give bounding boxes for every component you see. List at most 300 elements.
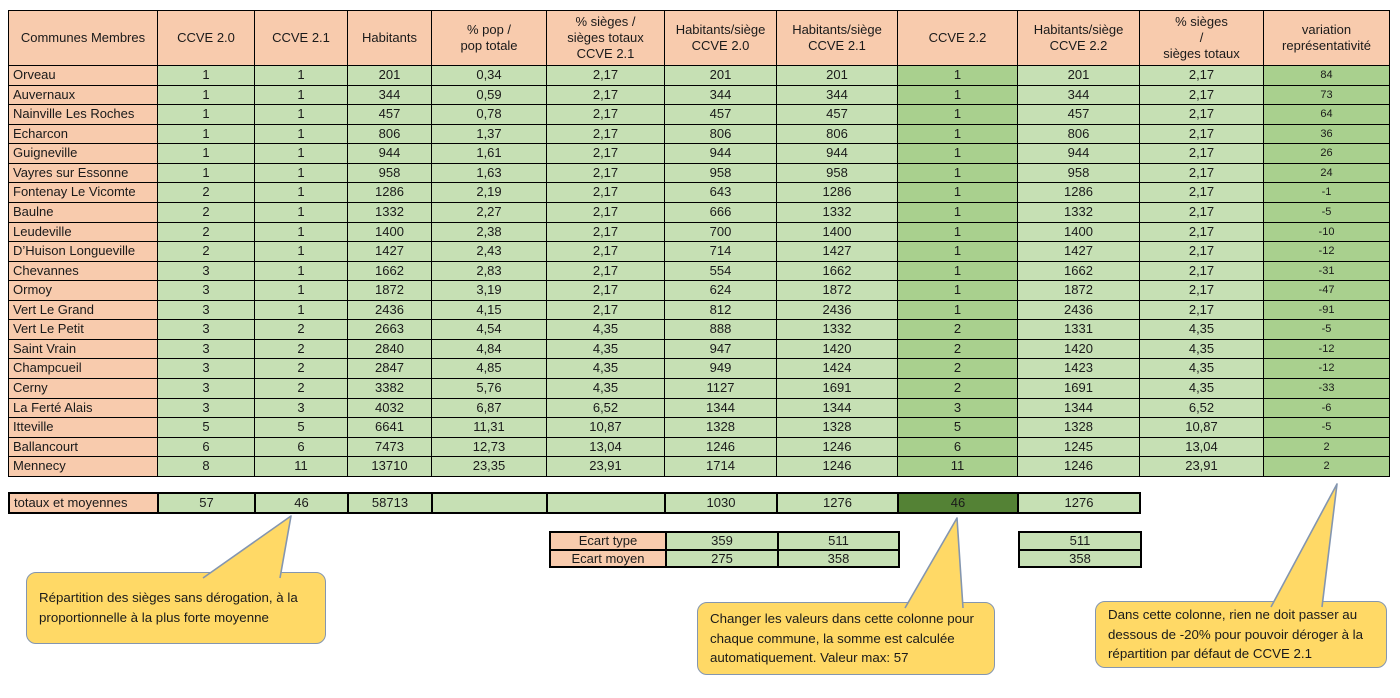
cell[interactable]: 11 (898, 457, 1018, 477)
cell[interactable]: 1400 (348, 222, 432, 242)
cell[interactable]: 4,84 (432, 339, 547, 359)
table-row (9, 437, 1390, 457)
cell[interactable]: 666 (665, 202, 777, 222)
cell[interactable]: 6,52 (547, 398, 665, 418)
cell[interactable]: 944 (1018, 144, 1140, 164)
cell[interactable]: 1 (898, 163, 1018, 183)
cell[interactable]: 84 (1264, 66, 1390, 86)
cell[interactable]: 4,35 (547, 379, 665, 399)
cell[interactable]: 344 (348, 85, 432, 105)
cell-commune[interactable]: Ballancourt (9, 437, 158, 457)
cell[interactable]: 4,35 (547, 359, 665, 379)
table-row (9, 183, 1390, 203)
cell[interactable]: 2,43 (432, 242, 547, 262)
cell[interactable]: 2 (255, 359, 348, 379)
cell[interactable]: 2,17 (1140, 183, 1264, 203)
cell[interactable]: 1662 (348, 261, 432, 281)
cell[interactable]: 2,19 (432, 183, 547, 203)
cell[interactable]: 1 (255, 261, 348, 281)
table-row (9, 457, 1390, 477)
cell[interactable]: 2,17 (547, 66, 665, 86)
totals-habitants[interactable]: 58713 (348, 493, 432, 513)
cell[interactable]: 1 (255, 124, 348, 144)
ecart-type-label: Ecart type (550, 532, 666, 550)
cell[interactable]: 4,35 (1140, 320, 1264, 340)
table-row (9, 144, 1390, 164)
cell[interactable]: -31 (1264, 261, 1390, 281)
cell[interactable]: 3 (158, 339, 255, 359)
cell[interactable]: 958 (1018, 163, 1140, 183)
cell[interactable]: 1424 (777, 359, 898, 379)
callout-changer-valeurs-text: Changer les valeurs dans cette colonne pour chaque commune, la somme est calculée automatiquement. Valeur max: 57 (710, 610, 974, 666)
cell[interactable]: 5 (898, 418, 1018, 438)
cell[interactable]: 10,87 (547, 418, 665, 438)
cell[interactable]: 2,17 (547, 124, 665, 144)
callout-derogation (1095, 601, 1387, 668)
ecart-type-ccve20[interactable]: 359 (666, 532, 778, 550)
cell[interactable]: 1 (255, 183, 348, 203)
column-header-7[interactable]: Habitants/siège CCVE 2.1 (777, 11, 898, 66)
cell[interactable]: 2 (898, 379, 1018, 399)
cell[interactable]: 1328 (665, 418, 777, 438)
cell[interactable]: 944 (665, 144, 777, 164)
cell[interactable]: 812 (665, 300, 777, 320)
cell[interactable]: 1246 (665, 437, 777, 457)
cell[interactable]: 806 (1018, 124, 1140, 144)
column-header-8[interactable]: CCVE 2.2 (898, 11, 1018, 66)
cell[interactable]: 3 (158, 300, 255, 320)
cell[interactable]: 457 (1018, 105, 1140, 125)
cell[interactable]: 23,91 (547, 457, 665, 477)
cell-commune[interactable]: Vayres sur Essonne (9, 163, 158, 183)
cell[interactable]: 1332 (777, 202, 898, 222)
column-header-1[interactable]: CCVE 2.0 (158, 11, 255, 66)
column-header-0[interactable]: Communes Membres (9, 11, 158, 66)
cell[interactable]: 1 (255, 85, 348, 105)
table-row (9, 242, 1390, 262)
cell[interactable]: 2,17 (1140, 281, 1264, 301)
ecart-moyen-ccve21[interactable]: 358 (778, 550, 899, 568)
cell[interactable]: 1 (255, 163, 348, 183)
cell[interactable]: 1714 (665, 457, 777, 477)
cell[interactable]: 5 (158, 418, 255, 438)
cell[interactable]: 2,17 (547, 261, 665, 281)
cell[interactable]: 1332 (1018, 202, 1140, 222)
cell-commune[interactable]: Leudeville (9, 222, 158, 242)
cell[interactable]: 0,59 (432, 85, 547, 105)
cell[interactable]: 6 (255, 437, 348, 457)
totals-ccve21[interactable]: 46 (255, 493, 348, 513)
cell[interactable]: 949 (665, 359, 777, 379)
cell[interactable]: -12 (1264, 359, 1390, 379)
cell[interactable]: 2,17 (1140, 163, 1264, 183)
cell[interactable]: 73 (1264, 85, 1390, 105)
cell-commune[interactable]: Baulne (9, 202, 158, 222)
table-row (9, 261, 1390, 281)
cell[interactable]: 643 (665, 183, 777, 203)
cell[interactable]: 1 (898, 144, 1018, 164)
cell[interactable]: 3,19 (432, 281, 547, 301)
cell[interactable]: 8 (158, 457, 255, 477)
cell[interactable]: 1 (898, 124, 1018, 144)
ecart-moyen-ccve22[interactable]: 358 (1019, 550, 1141, 568)
cell[interactable]: 2 (255, 320, 348, 340)
cell[interactable]: 11 (255, 457, 348, 477)
cell[interactable]: 1 (255, 222, 348, 242)
cell[interactable]: 1 (255, 105, 348, 125)
cell[interactable]: 26 (1264, 144, 1390, 164)
cell[interactable]: 1 (255, 66, 348, 86)
cell[interactable]: 4,85 (432, 359, 547, 379)
cell[interactable]: 2847 (348, 359, 432, 379)
cell[interactable]: 2,17 (547, 183, 665, 203)
cell[interactable]: 2,17 (1140, 242, 1264, 262)
cell[interactable]: 1286 (1018, 183, 1140, 203)
cell[interactable]: 1286 (777, 183, 898, 203)
cell[interactable]: 2,38 (432, 222, 547, 242)
cell[interactable]: 13,04 (547, 437, 665, 457)
cell[interactable]: 1427 (777, 242, 898, 262)
cell[interactable]: 2 (158, 242, 255, 262)
cell-commune[interactable]: Echarcon (9, 124, 158, 144)
cell[interactable]: 2,17 (1140, 202, 1264, 222)
cell[interactable]: 1246 (777, 437, 898, 457)
cell[interactable]: 888 (665, 320, 777, 340)
cell[interactable]: 2 (255, 339, 348, 359)
cell[interactable]: 1246 (777, 457, 898, 477)
column-header-6[interactable]: Habitants/siège CCVE 2.0 (665, 11, 777, 66)
cell[interactable]: 1662 (1018, 261, 1140, 281)
cell[interactable]: 1 (898, 242, 1018, 262)
cell[interactable]: 4,54 (432, 320, 547, 340)
cell[interactable]: 1 (898, 66, 1018, 86)
cell[interactable]: 23,91 (1140, 457, 1264, 477)
cell[interactable]: 1 (898, 183, 1018, 203)
cell-commune[interactable]: Itteville (9, 418, 158, 438)
cell[interactable]: 2 (898, 359, 1018, 379)
cell[interactable]: 2,17 (547, 163, 665, 183)
totals-pct-pop[interactable] (432, 493, 547, 513)
cell[interactable]: 1328 (1018, 418, 1140, 438)
callout-tail-repartition (203, 516, 291, 578)
cell[interactable]: 2,17 (1140, 105, 1264, 125)
cell[interactable]: 2,17 (1140, 124, 1264, 144)
cell[interactable]: 3 (158, 320, 255, 340)
cell[interactable]: 4,35 (547, 339, 665, 359)
cell[interactable]: 3 (255, 398, 348, 418)
cell[interactable]: 1 (255, 300, 348, 320)
cell[interactable]: 36 (1264, 124, 1390, 144)
cell[interactable]: 457 (777, 105, 898, 125)
cell[interactable]: 1 (255, 242, 348, 262)
cell[interactable]: 4,35 (547, 320, 665, 340)
cell[interactable]: 1,37 (432, 124, 547, 144)
cell[interactable]: 3 (158, 398, 255, 418)
cell[interactable]: 624 (665, 281, 777, 301)
cell[interactable]: 6 (158, 437, 255, 457)
cell[interactable]: 1,63 (432, 163, 547, 183)
cell[interactable]: 2840 (348, 339, 432, 359)
cell[interactable]: 4032 (348, 398, 432, 418)
cell[interactable]: 1 (898, 300, 1018, 320)
cell[interactable]: 64 (1264, 105, 1390, 125)
table-row (9, 124, 1390, 144)
cell-commune[interactable]: Ormoy (9, 281, 158, 301)
cell[interactable]: 7473 (348, 437, 432, 457)
cell[interactable]: 1420 (1018, 339, 1140, 359)
cell[interactable]: 1286 (348, 183, 432, 203)
cell[interactable]: 1400 (777, 222, 898, 242)
cell[interactable]: 1427 (348, 242, 432, 262)
cell[interactable]: -5 (1264, 202, 1390, 222)
table-row (9, 379, 1390, 399)
cell[interactable]: 6 (898, 437, 1018, 457)
cell[interactable]: 2,17 (1140, 144, 1264, 164)
table-row (9, 359, 1390, 379)
column-header-9[interactable]: Habitants/siège CCVE 2.2 (1018, 11, 1140, 66)
cell[interactable]: 806 (777, 124, 898, 144)
totals-ccve22-highlight[interactable]: 46 (898, 493, 1018, 513)
cell[interactable]: 2,17 (1140, 261, 1264, 281)
cell[interactable]: 2 (1264, 437, 1390, 457)
cell-commune[interactable]: Chevannes (9, 261, 158, 281)
cell[interactable]: 958 (777, 163, 898, 183)
cell[interactable]: 1 (158, 66, 255, 86)
cell[interactable]: 3382 (348, 379, 432, 399)
cell[interactable]: 24 (1264, 163, 1390, 183)
cell[interactable]: 958 (665, 163, 777, 183)
cell[interactable]: 2 (158, 222, 255, 242)
cell[interactable]: -47 (1264, 281, 1390, 301)
cell[interactable]: 3 (158, 359, 255, 379)
table-row (9, 222, 1390, 242)
cell[interactable]: 1 (898, 202, 1018, 222)
cell[interactable]: 2 (158, 202, 255, 222)
cell-commune[interactable]: Saint Vrain (9, 339, 158, 359)
cell[interactable]: 2436 (348, 300, 432, 320)
cell[interactable]: 2,17 (547, 300, 665, 320)
cell[interactable]: 2,17 (1140, 66, 1264, 86)
cell[interactable]: 3 (158, 261, 255, 281)
cell[interactable]: 10,87 (1140, 418, 1264, 438)
cell[interactable]: 1420 (777, 339, 898, 359)
cell[interactable]: 1400 (1018, 222, 1140, 242)
cell[interactable]: 2,17 (1140, 300, 1264, 320)
cell[interactable]: 806 (348, 124, 432, 144)
column-header-3[interactable]: Habitants (348, 11, 432, 66)
ecart-type-ccve21[interactable]: 511 (778, 532, 899, 550)
cell[interactable]: 1 (898, 222, 1018, 242)
cell[interactable]: 2,17 (547, 281, 665, 301)
cell[interactable]: -1 (1264, 183, 1390, 203)
cell[interactable]: 457 (348, 105, 432, 125)
cell[interactable]: 2,17 (547, 202, 665, 222)
cell[interactable]: 6,52 (1140, 398, 1264, 418)
cell[interactable]: 1344 (1018, 398, 1140, 418)
cell[interactable]: 1331 (1018, 320, 1140, 340)
cell[interactable]: 2,17 (547, 144, 665, 164)
cell[interactable]: 1 (255, 144, 348, 164)
cell-commune[interactable]: Mennecy (9, 457, 158, 477)
cell[interactable]: 2 (158, 183, 255, 203)
cell[interactable]: 457 (665, 105, 777, 125)
cell[interactable]: 2,17 (547, 242, 665, 262)
cell[interactable]: 1 (898, 105, 1018, 125)
cell[interactable]: 2 (898, 320, 1018, 340)
cell[interactable]: 3 (158, 379, 255, 399)
totals-ccve20[interactable]: 57 (158, 493, 255, 513)
cell[interactable]: 5 (255, 418, 348, 438)
column-header-11[interactable]: variation représentativité (1264, 11, 1390, 66)
ecart-moyen-label: Ecart moyen (550, 550, 666, 568)
cell[interactable]: 201 (348, 66, 432, 86)
cell[interactable]: 1 (158, 105, 255, 125)
cell[interactable]: 700 (665, 222, 777, 242)
totals-hab-siege-ccve20[interactable]: 1030 (665, 493, 777, 513)
cell[interactable]: 1 (158, 124, 255, 144)
cell[interactable]: 1691 (1018, 379, 1140, 399)
totals-hab-siege-ccve22[interactable]: 1276 (1018, 493, 1140, 513)
cell[interactable]: 0,34 (432, 66, 547, 86)
cell-commune[interactable]: D’Huison Longueville (9, 242, 158, 262)
cell[interactable]: 1328 (777, 418, 898, 438)
cell[interactable]: 714 (665, 242, 777, 262)
table-row (9, 339, 1390, 359)
totals-hab-siege-ccve21[interactable]: 1276 (777, 493, 898, 513)
cell[interactable]: 3 (158, 281, 255, 301)
cell[interactable]: 201 (665, 66, 777, 86)
cell[interactable]: 6,87 (432, 398, 547, 418)
cell[interactable]: 1 (898, 261, 1018, 281)
cell[interactable]: 1,61 (432, 144, 547, 164)
cell[interactable]: 2,17 (1140, 85, 1264, 105)
cell[interactable]: -5 (1264, 320, 1390, 340)
totals-pct-sieges-ccve21[interactable] (547, 493, 665, 513)
cell[interactable]: 944 (777, 144, 898, 164)
cell[interactable]: 344 (777, 85, 898, 105)
cell[interactable]: -12 (1264, 339, 1390, 359)
cell-commune[interactable]: Cerny (9, 379, 158, 399)
cell[interactable]: 2,83 (432, 261, 547, 281)
cell-commune[interactable]: Vert Le Petit (9, 320, 158, 340)
cell[interactable]: 2,17 (547, 85, 665, 105)
cell[interactable]: 1 (898, 281, 1018, 301)
cell[interactable]: -5 (1264, 418, 1390, 438)
cell[interactable]: -12 (1264, 242, 1390, 262)
cell-commune[interactable]: Guigneville (9, 144, 158, 164)
cell[interactable]: 2663 (348, 320, 432, 340)
cell[interactable]: 1423 (1018, 359, 1140, 379)
cell-commune[interactable]: Vert Le Grand (9, 300, 158, 320)
cell[interactable]: 201 (777, 66, 898, 86)
cell[interactable]: 2436 (777, 300, 898, 320)
cell[interactable]: 344 (1018, 85, 1140, 105)
cell[interactable]: 13,04 (1140, 437, 1264, 457)
cell[interactable]: 23,35 (432, 457, 547, 477)
cell[interactable]: 947 (665, 339, 777, 359)
cell[interactable]: 4,15 (432, 300, 547, 320)
cell[interactable]: 1127 (665, 379, 777, 399)
ecart-table (549, 531, 900, 568)
cell[interactable]: 1 (255, 202, 348, 222)
ecart-moyen-ccve20[interactable]: 275 (666, 550, 778, 568)
cell[interactable]: 1246 (1018, 457, 1140, 477)
column-header-4[interactable]: % pop / pop totale (432, 11, 547, 66)
cell[interactable]: 1 (255, 281, 348, 301)
cell[interactable]: 1 (158, 144, 255, 164)
cell[interactable]: 344 (665, 85, 777, 105)
cell[interactable]: 1872 (348, 281, 432, 301)
cell[interactable]: 2436 (1018, 300, 1140, 320)
communes-table (8, 10, 1390, 477)
cell[interactable]: 2,17 (547, 105, 665, 125)
cell[interactable]: 6641 (348, 418, 432, 438)
cell[interactable]: 2,17 (547, 222, 665, 242)
cell[interactable]: 1691 (777, 379, 898, 399)
cell[interactable]: 3 (898, 398, 1018, 418)
cell[interactable]: 554 (665, 261, 777, 281)
cell[interactable]: 2,17 (1140, 222, 1264, 242)
cell-commune[interactable]: Fontenay Le Vicomte (9, 183, 158, 203)
cell-commune[interactable]: Orveau (9, 66, 158, 86)
cell[interactable]: 1662 (777, 261, 898, 281)
cell[interactable]: 1 (158, 85, 255, 105)
cell[interactable]: 1344 (665, 398, 777, 418)
cell[interactable]: 4,35 (1140, 339, 1264, 359)
cell[interactable]: 2 (898, 339, 1018, 359)
cell[interactable]: 5,76 (432, 379, 547, 399)
cell[interactable]: 1332 (348, 202, 432, 222)
cell[interactable]: 1332 (777, 320, 898, 340)
cell[interactable]: 0,78 (432, 105, 547, 125)
table-row (9, 281, 1390, 301)
table-row (9, 300, 1390, 320)
cell[interactable]: 1872 (777, 281, 898, 301)
totals-row (8, 492, 1141, 514)
cell[interactable]: 1872 (1018, 281, 1140, 301)
cell[interactable]: 1344 (777, 398, 898, 418)
cell[interactable]: 1245 (1018, 437, 1140, 457)
cell[interactable]: 1 (898, 85, 1018, 105)
cell-commune[interactable]: Champcueil (9, 359, 158, 379)
cell[interactable]: 1427 (1018, 242, 1140, 262)
cell[interactable]: -91 (1264, 300, 1390, 320)
cell[interactable]: 944 (348, 144, 432, 164)
cell[interactable]: 13710 (348, 457, 432, 477)
ecart-type-ccve22[interactable]: 511 (1019, 532, 1141, 550)
cell-commune[interactable]: Auvernaux (9, 85, 158, 105)
column-header-5[interactable]: % sièges / sièges totaux CCVE 2.1 (547, 11, 665, 66)
cell-commune[interactable]: La Ferté Alais (9, 398, 158, 418)
cell[interactable]: 1 (158, 163, 255, 183)
cell[interactable]: 12,73 (432, 437, 547, 457)
cell[interactable]: -10 (1264, 222, 1390, 242)
cell[interactable]: 2,27 (432, 202, 547, 222)
cell[interactable]: -6 (1264, 398, 1390, 418)
cell[interactable]: 4,35 (1140, 379, 1264, 399)
cell[interactable]: 4,35 (1140, 359, 1264, 379)
cell[interactable]: 201 (1018, 66, 1140, 86)
cell[interactable]: 11,31 (432, 418, 547, 438)
cell[interactable]: -33 (1264, 379, 1390, 399)
cell[interactable]: 958 (348, 163, 432, 183)
column-header-2[interactable]: CCVE 2.1 (255, 11, 348, 66)
cell[interactable]: 2 (255, 379, 348, 399)
cell[interactable]: 806 (665, 124, 777, 144)
column-header-10[interactable]: % sièges / sièges totaux (1140, 11, 1264, 66)
cell[interactable]: 2 (1264, 457, 1390, 477)
cell-commune[interactable]: Nainville Les Roches (9, 105, 158, 125)
